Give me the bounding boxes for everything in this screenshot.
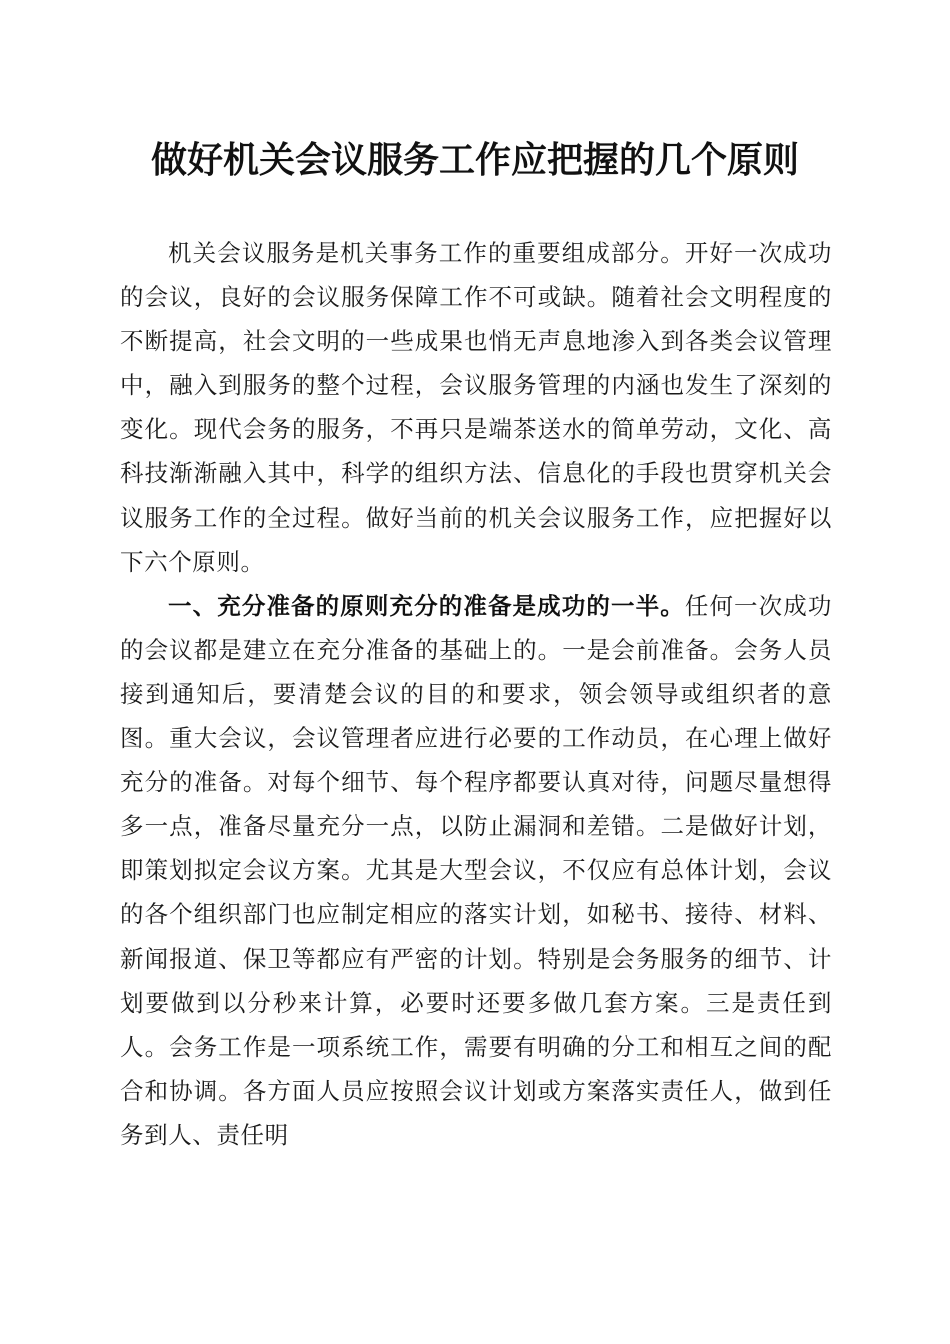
paragraph-principle-1-heading: 一、充分准备的原则充分的准备是成功的一半。 [168,591,685,620]
paragraph-principle-1 [120,584,832,1157]
paragraph-intro-text: 机关会议服务是机关事务工作的重要组成部分。开好一次成功的会议，良好的会议服务保障工作不可或缺。随着社会文明程度的不断提高，社会文明的一些成果也悄无声息地渗入到各类会议管理中，融入到服务的整个过程，会议服务管理的内涵也发生了深刻的变化。现代会务的服务，不再只是端茶送水的简单劳动，文化、高科技渐渐融入其中，科学的组织方法、信息化的手段也贯穿机关会议服务工作的全过程。做好当前的机关会议服务工作，应把握好以下六个原则。 [120,239,832,576]
document-title: 做好机关会议服务工作应把握的几个原则 [150,139,799,181]
paragraph-principle-1-text: 任何一次成功的会议都是建立在充分准备的基础上的。一是会前准备。会务人员接到通知后，要清楚会议的目的和要求，领会领导或组织者的意图。重大会议，会议管理者应进行必要的工作动员，在心理上做好充分的准备。对每个细节、每个程序都要认真对待，问题尽量想得多一点，准备尽量充分一点，以防止漏洞和差错。二是做好计划，即策划拟定会议方案。尤其是大型会议，不仅应有总体计划，会议的各个组织部门也应制定相应的落实计划，如秘书、接待、材料、新闻报道、保卫等都应有严密的计划。特别是会务服务的细节、计划要做到以分秒来计算，必要时还要多做几套方案。三是责任到人。会务工作是一项系统工作，需要有明确的分工和相互之间的配合和协调。各方面人员应按照会议计划或方案落实责任人，做到任务到人、责任明 [120,591,832,1149]
document-body [120,231,832,1157]
paragraph-intro [120,231,832,584]
